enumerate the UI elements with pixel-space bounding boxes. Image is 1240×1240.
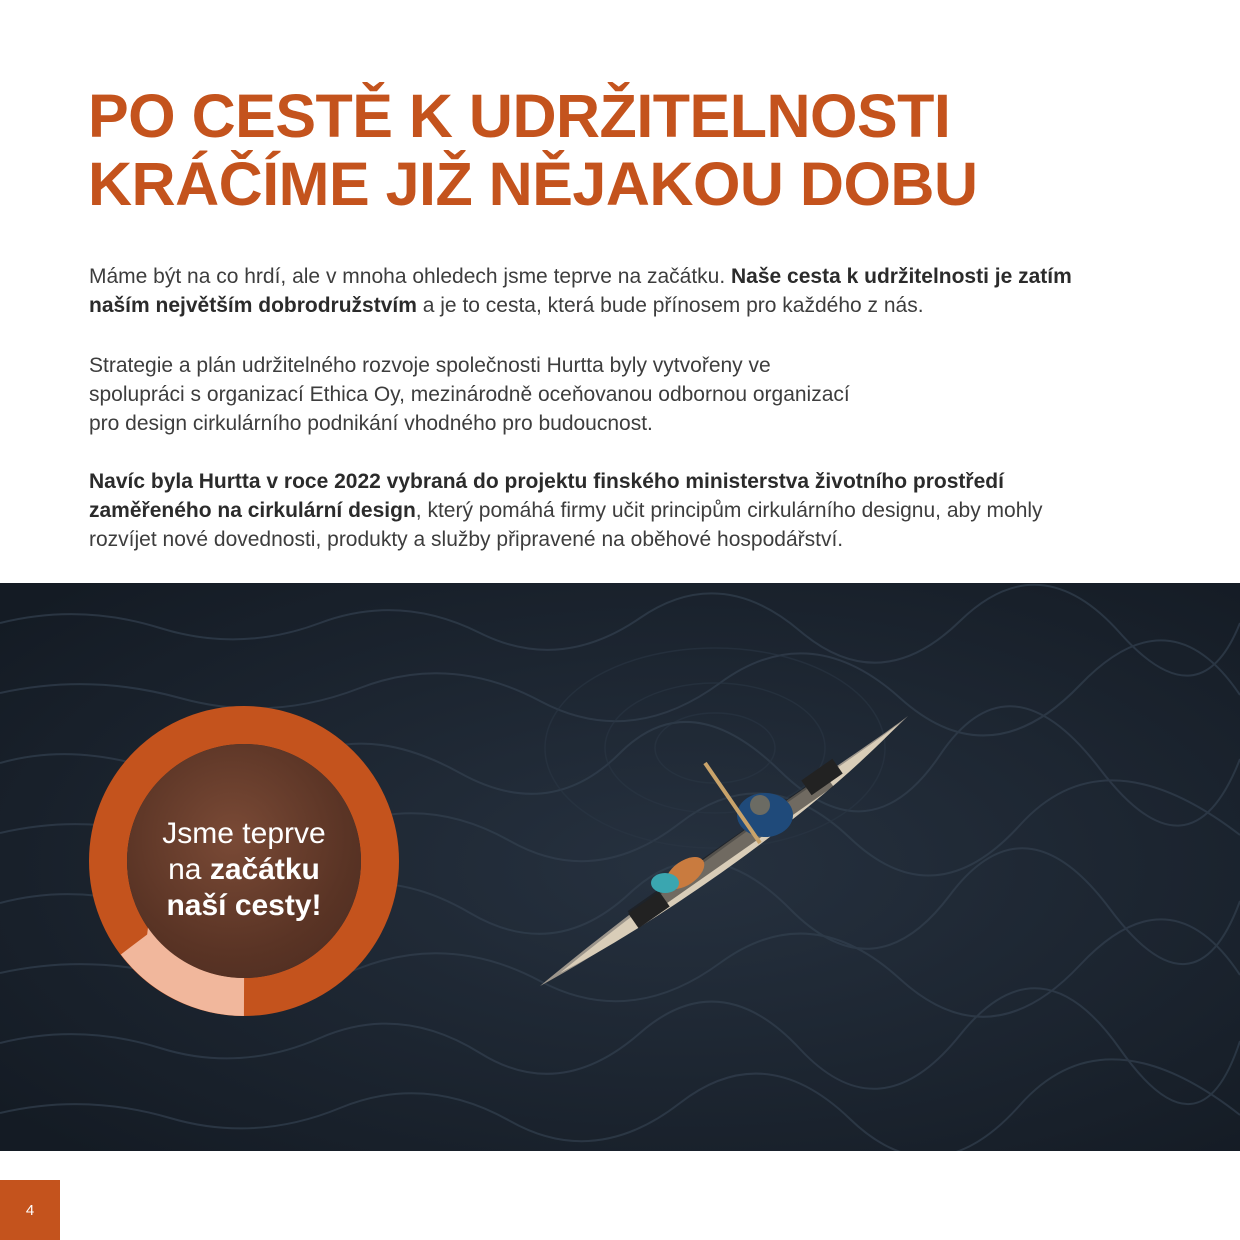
page-number: 4: [0, 1180, 60, 1240]
intro-paragraph: [89, 262, 1099, 320]
journey-badge: [89, 706, 399, 1022]
strategy-paragraph: [89, 351, 1099, 438]
badge-line-3: naší cesty!: [166, 889, 322, 922]
intro-text-highlight: Naše cesta k udržitelnosti je zatím naším největším dobrodružstvím: [89, 265, 1072, 317]
circular-design-text: , který pomáhá firmy učit principům cirkulárního designu, aby mohly rozvíjet nové dovednosti, produkty a služby připravené na oběhové hospodářství.: [89, 499, 1043, 551]
circular-design-highlight: Navíc byla Hurtta v roce 2022 vybraná do projektu finského ministerstva životního prostředí zaměřeného na cirkulární design: [89, 470, 1004, 522]
title-line-2: KRÁČÍME JIŽ NĚJAKOU DOBU: [88, 150, 978, 218]
title-line-1: PO CESTĚ K UDRŽITELNOSTI: [88, 82, 951, 150]
circular-design-paragraph: [89, 467, 1099, 554]
strategy-line-1: Strategie a plán udržitelného rozvoje společnosti Hurtta byly vytvořeny ve: [89, 354, 771, 377]
intro-text-start: Máme být na co hrdí, ale v mnoha ohledech jsme teprve na začátku.: [89, 265, 732, 288]
badge-line-2-bold: začátku: [209, 853, 320, 886]
intro-text-end: a je to cesta, která bude přínosem pro každého z nás.: [416, 294, 924, 317]
badge-text: [127, 816, 361, 924]
page-title: [88, 82, 978, 218]
badge-line-1: Jsme teprve: [162, 817, 326, 850]
badge-line-2-prefix: na: [168, 853, 210, 886]
strategy-line-2: spolupráci s organizací Ethica Oy, mezinárodně oceňovanou odbornou organizací: [89, 383, 850, 406]
strategy-line-3: pro design cirkulárního podnikání vhodného pro budoucnost.: [89, 412, 653, 435]
